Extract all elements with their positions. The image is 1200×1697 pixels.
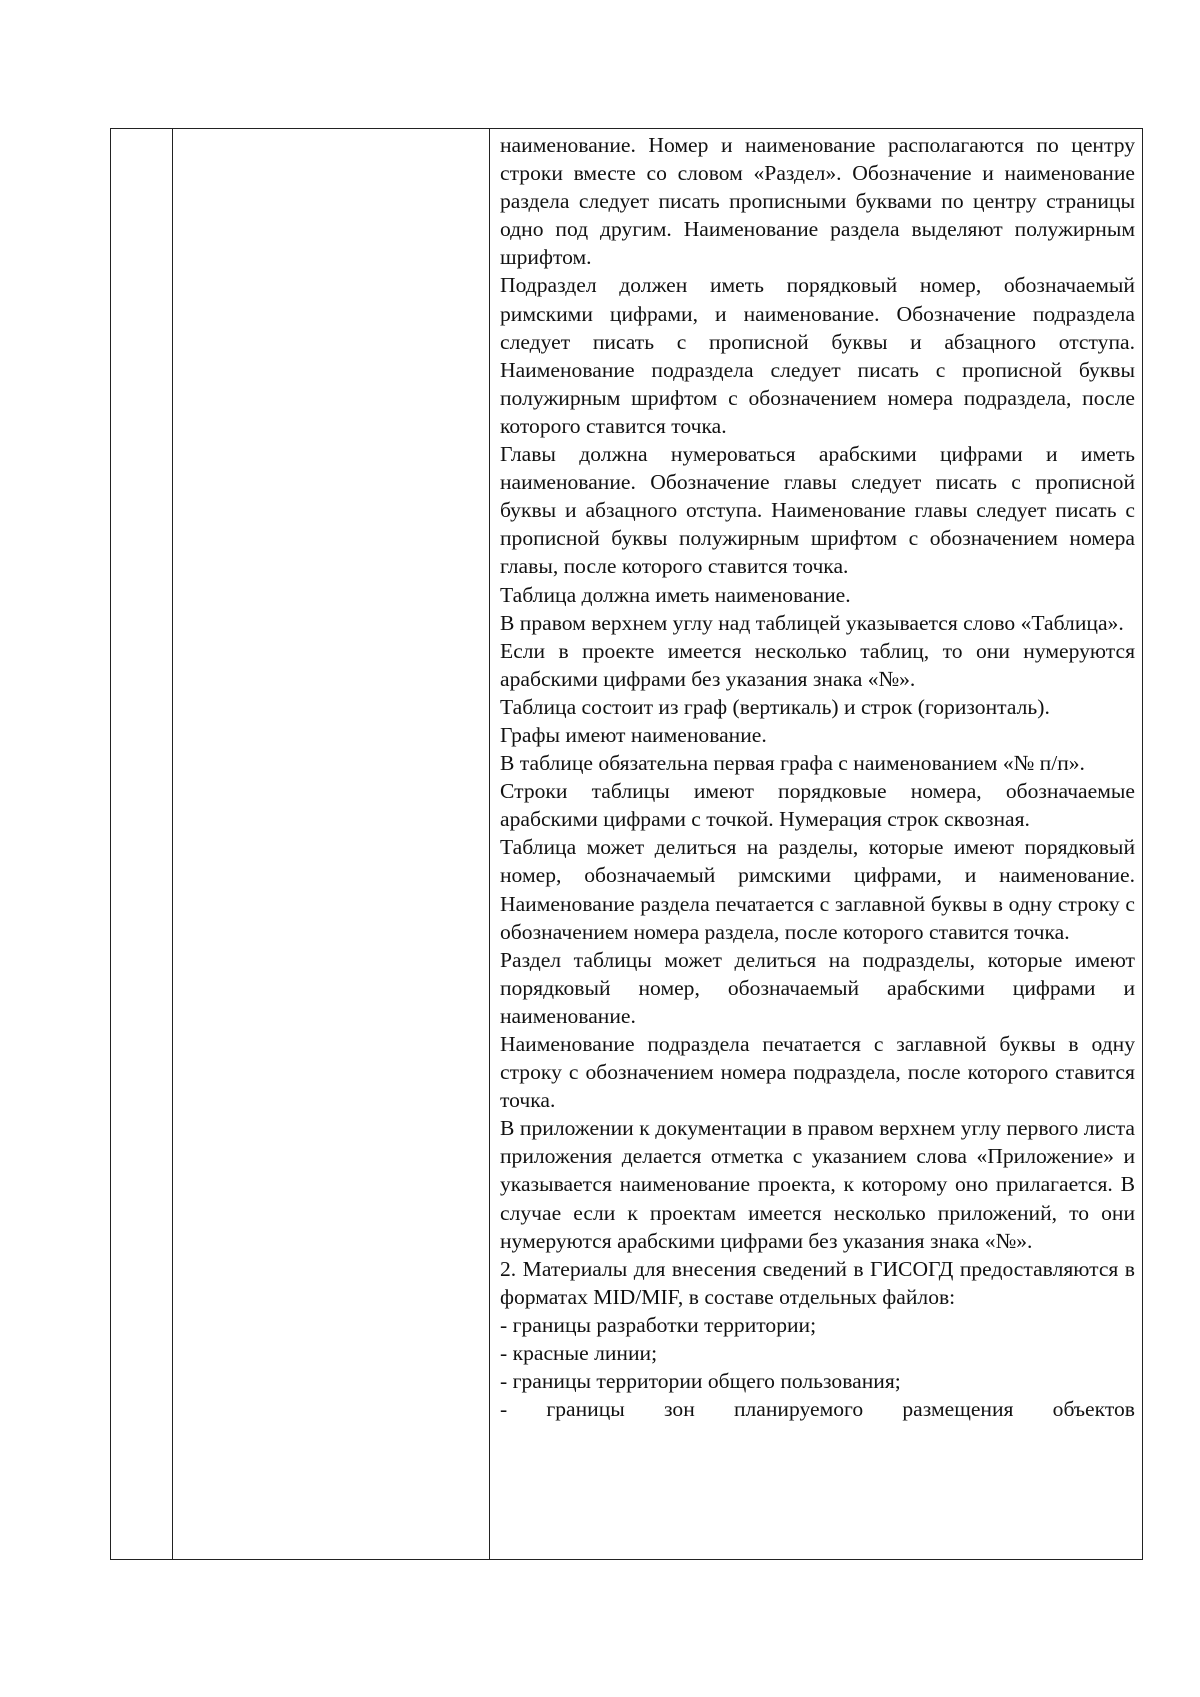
content-cell: [500, 131, 1135, 1559]
paragraph-row-numbers: Строки таблицы имеют порядковые номера, обозначаемые арабскими цифрами с точкой. Нумерация строк сквозная.: [500, 779, 1135, 832]
paragraph-first-column: В таблице обязательна первая графа с наименованием «№ п/п».: [500, 751, 1085, 776]
list-item-planned-zones: - границы зон планируемого размещения объектов: [500, 1397, 1135, 1422]
paragraph-table-structure: Таблица состоит из граф (вертикаль) и строк (горизонталь).: [500, 694, 1050, 719]
paragraph-subsection: Подраздел должен иметь порядковый номер, обозначаемый римскими цифрами, и наименование. Обозначение подраздела следует писать с прописной буквы и абзацного отступа. Наименование подраздела следует писать с прописной буквы полужирным шрифтом с обозначением номера подраздела, после которого ставится точка.: [500, 273, 1135, 438]
paragraph-table-word: В правом верхнем углу над таблицей указывается слово «Таблица».: [500, 610, 1124, 635]
column-divider-2: [489, 129, 490, 1559]
document-table: [110, 128, 1143, 1560]
paragraph-appendix: В приложении к документации в правом верхнем углу первого листа приложения делается отметка с указанием слова «Приложение» и указывается наименование проекта, к которому оно прилагается. В случае если к проектам имеется несколько приложений, то они нумеруются арабскими цифрами без указания знака «№».: [500, 1116, 1135, 1253]
paragraph-gisogd-materials: 2. Материалы для внесения сведений в ГИСОГД предоставляются в форматах MID/MIF, в составе отдельных файлов:: [500, 1256, 1135, 1309]
paragraph-table-sections: Таблица может делиться на разделы, которые имеют порядковый номер, обозначаемый римскими цифрами, и наименование. Наименование раздела печатается с заглавной буквы в одну строку с обозначением номера раздела, после которого ставится точка.: [500, 835, 1135, 944]
paragraph-section-naming: наименование. Номер и наименование располагаются по центру строки вместе со словом «Раздел». Обозначение и наименование раздела следует писать прописными буквами по центру страницы одно под другим. Наименование раздела выделяют полужирным шрифтом.: [500, 133, 1135, 270]
column-divider-1: [172, 129, 173, 1559]
paragraph-columns-named: Графы имеют наименование.: [500, 722, 767, 747]
paragraph-table-numbering: Если в проекте имеется несколько таблиц, то они нумеруются арабскими цифрами без указания знака «№».: [500, 638, 1135, 691]
list-item-public-territory: - границы территории общего пользования;: [500, 1369, 901, 1394]
paragraph-chapter: Главы должна нумероваться арабскими цифрами и иметь наименование. Обозначение главы следует писать с прописной буквы и абзацного отступа. Наименование главы следует писать с прописной буквы полужирным шрифтом с обозначением номера главы, после которого ставится точка.: [500, 442, 1135, 579]
list-item-development-borders: - границы разработки территории;: [500, 1312, 817, 1337]
list-item-red-lines: - красные линии;: [500, 1341, 658, 1366]
paragraph-table-subsections: Раздел таблицы может делиться на подразделы, которые имеют порядковый номер, обозначаемый арабскими цифрами и наименование.: [500, 947, 1135, 1028]
paragraph-table-name: Таблица должна иметь наименование.: [500, 582, 851, 607]
paragraph-subsection-title: Наименование подраздела печатается с заглавной буквы в одну строку с обозначением номера подраздела, после которого ставится точка.: [500, 1032, 1135, 1113]
